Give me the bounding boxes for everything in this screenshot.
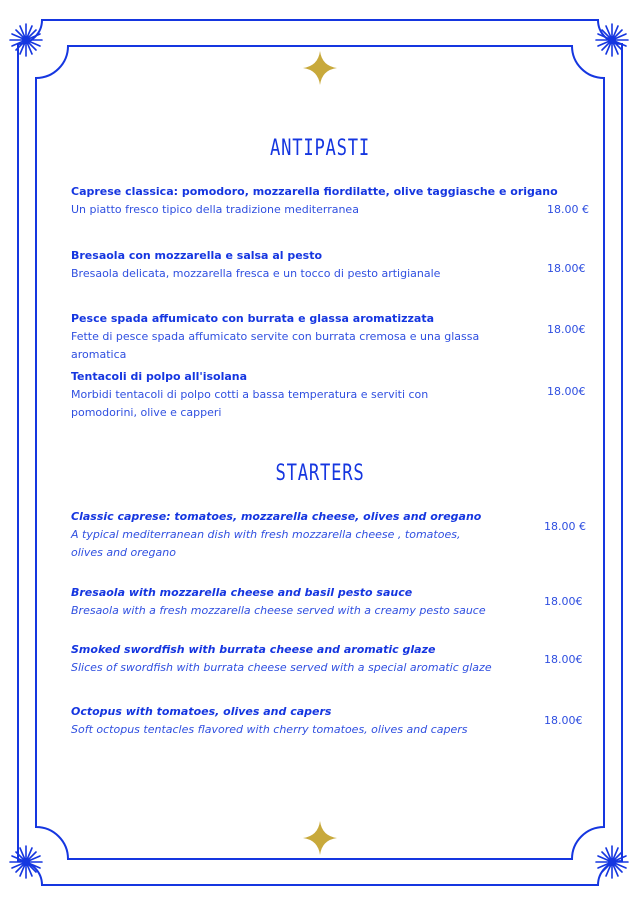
item-name: Smoked swordfish with burrata cheese and aromatic glaze xyxy=(71,643,436,656)
item-description: Bresaola with a fresh mozzarella cheese served with a creamy pesto sauce xyxy=(71,604,486,617)
item-price: 18.00 € xyxy=(544,520,586,533)
item-name: Bresaola with mozzarella cheese and basil pesto sauce xyxy=(71,586,413,599)
menu-item xyxy=(71,184,558,219)
item-description: Slices of swordfish with burrata cheese served with a special aromatic glaze xyxy=(71,661,492,674)
item-description: Soft octopus tentacles flavored with cherry tomatoes, olives and capers xyxy=(71,723,468,736)
item-price: 18.00€ xyxy=(544,714,583,727)
corner-star-icon-top-right xyxy=(595,23,629,57)
menu-item xyxy=(71,585,521,620)
item-description: Un piatto fresco tipico della tradizione mediterranea xyxy=(71,203,359,216)
item-name: Bresaola con mozzarella e salsa al pesto xyxy=(71,249,323,262)
item-description: Morbidi tentacoli di polpo cotti a bassa temperatura e serviti con pomodorini, olive e capperi xyxy=(71,388,429,419)
menu-item xyxy=(71,311,521,364)
corner-star-icon-bottom-left xyxy=(9,845,43,879)
section-title-starters: STARTERS xyxy=(275,461,365,486)
item-price: 18.00€ xyxy=(547,323,586,336)
item-price: 18.00€ xyxy=(547,385,586,398)
item-name: Octopus with tomatoes, olives and capers xyxy=(71,705,332,718)
item-name: Tentacoli di polpo all'isolana xyxy=(71,370,248,383)
item-description: Fette di pesce spada affumicato servite con burrata cremosa e una glassa aromatica xyxy=(71,330,480,361)
menu-item xyxy=(71,369,481,422)
gold-sparkle-icon-bottom xyxy=(302,820,338,856)
item-price: 18.00 € xyxy=(547,203,589,216)
item-price: 18.00€ xyxy=(544,595,583,608)
item-name: Classic caprese: tomatoes, mozzarella cheese, olives and oregano xyxy=(71,510,482,523)
item-description: Bresaola delicata, mozzarella fresca e un tocco di pesto artigianale xyxy=(71,267,441,280)
menu-item xyxy=(71,509,491,562)
item-description: A typical mediterranean dish with fresh mozzarella cheese , tomatoes, olives and oregano xyxy=(71,528,461,559)
item-price: 18.00€ xyxy=(544,653,583,666)
menu-item xyxy=(71,642,521,677)
item-name: Pesce spada affumicato con burrata e glassa aromatizzata xyxy=(71,312,434,325)
corner-star-icon-bottom-right xyxy=(595,845,629,879)
section-title-antipasti: ANTIPASTI xyxy=(269,136,371,161)
item-price: 18.00€ xyxy=(547,262,586,275)
gold-sparkle-icon-top xyxy=(302,50,338,86)
item-name: Caprese classica: pomodoro, mozzarella fiordilatte, olive taggiasche e origano xyxy=(71,185,558,198)
corner-star-icon-top-left xyxy=(9,23,43,57)
menu-item xyxy=(71,248,521,283)
menu-item xyxy=(71,704,521,739)
